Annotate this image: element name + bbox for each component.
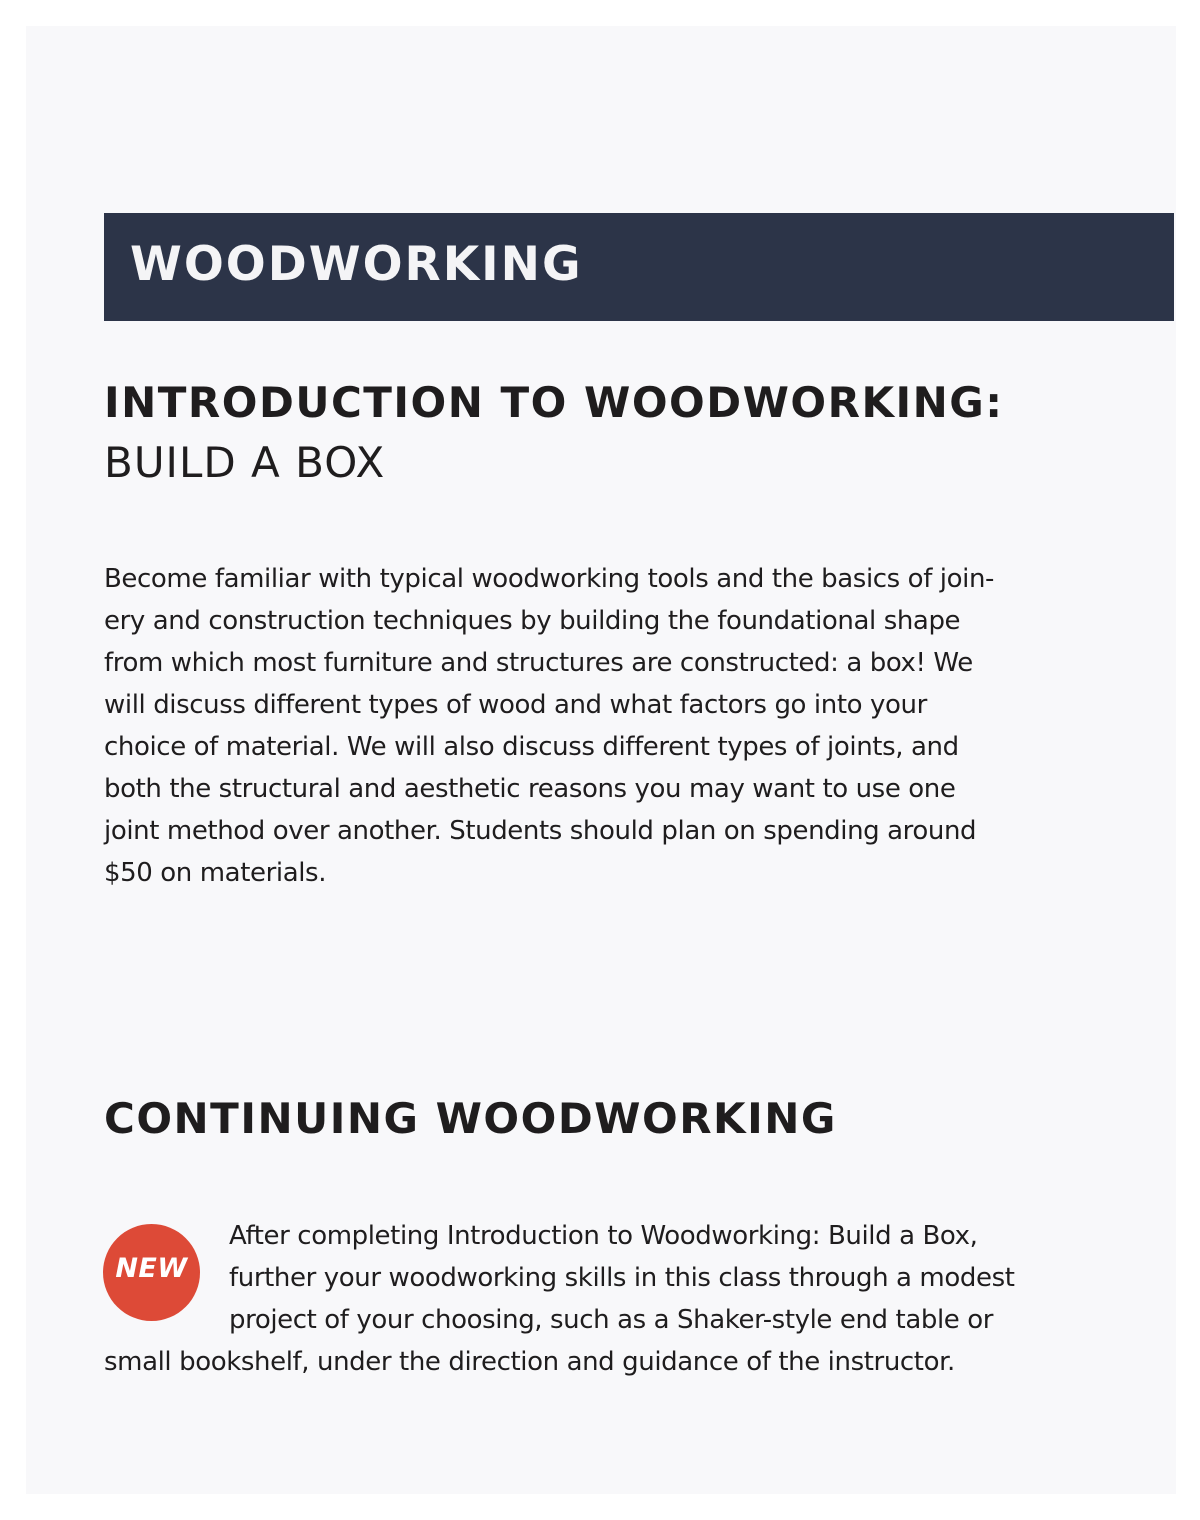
class-description-intro <box>104 558 1174 894</box>
description-line: further your woodworking skills in this class through a modest <box>229 1263 1015 1293</box>
description-line: joint method over another. Students should plan on spending around <box>104 816 977 846</box>
description-line: choice of material. We will also discuss different types of joints, and <box>104 732 959 762</box>
description-line: small bookshelf, under the direction and guidance of the instructor. <box>104 1347 955 1377</box>
class-title-continuing: CONTINUING WOODWORKING <box>104 1094 837 1143</box>
description-line: ery and construction techniques by building the foundational shape <box>104 606 961 636</box>
description-line: from which most furniture and structures are constructed: a box! We <box>104 648 973 678</box>
description-line: will discuss different types of wood and what factors go into your <box>104 690 927 720</box>
description-line: Become familiar with typical woodworking tools and the basics of join- <box>104 564 995 594</box>
description-line: $50 on materials. <box>104 858 327 888</box>
class-title-intro: INTRODUCTION TO WOODWORKING: <box>104 378 1004 427</box>
description-line: project of your choosing, such as a Shaker-style end table or <box>229 1305 994 1335</box>
class-description-continuing <box>104 1215 1174 1383</box>
section-title: WOODWORKING <box>130 237 583 292</box>
description-line: After completing Introduction to Woodworking: Build a Box, <box>229 1221 978 1251</box>
section-banner <box>104 213 1174 321</box>
class-subtitle-intro: BUILD A BOX <box>104 438 386 487</box>
description-line: both the structural and aesthetic reasons you may want to use one <box>104 774 956 804</box>
new-badge-label: NEW <box>115 1253 188 1284</box>
